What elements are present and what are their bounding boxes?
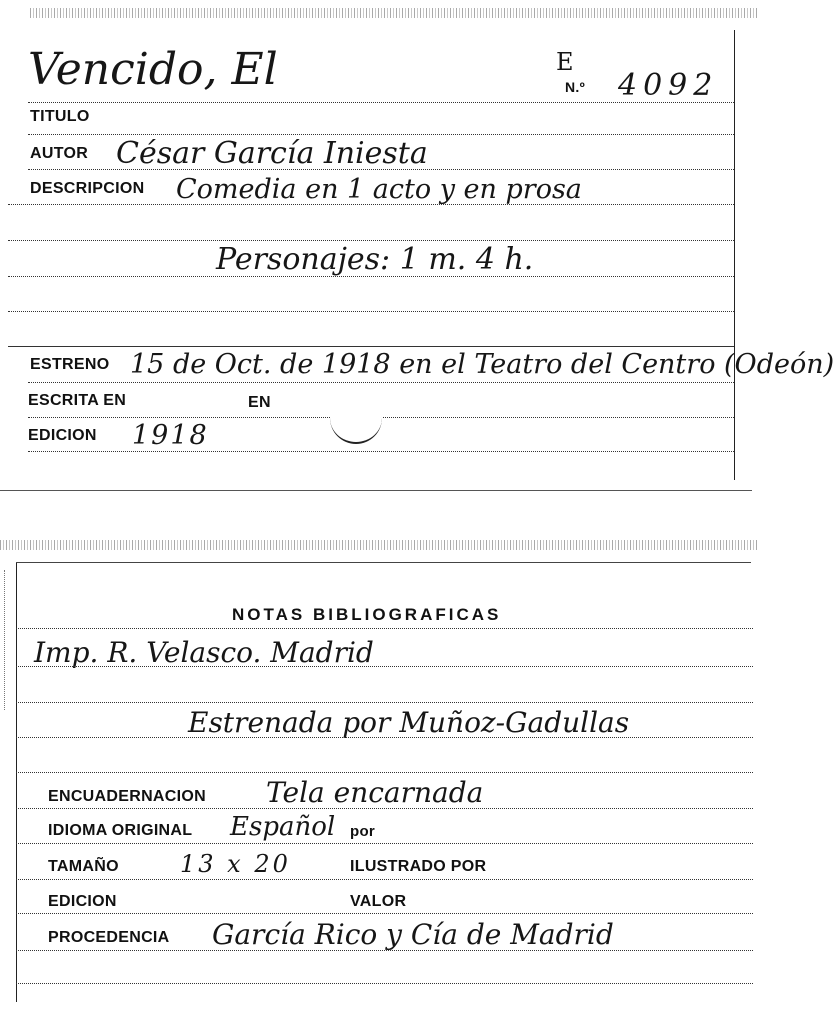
rule-back-top [16, 562, 751, 563]
edicion-back-label: EDICION [48, 893, 117, 910]
rule-blank-1 [8, 240, 734, 241]
rule-estreno [28, 382, 734, 383]
edicion-label: EDICION [28, 427, 97, 444]
escrita-label: ESCRITA EN [28, 392, 127, 409]
edicion-value: 1918 [132, 420, 209, 451]
card-bottom-edge [0, 490, 752, 491]
valor-label: VALOR [350, 893, 407, 910]
rule-idioma [16, 843, 753, 844]
card-top-edge-back [0, 540, 759, 550]
card-left-stipple [4, 570, 5, 710]
rule-blank-2 [8, 311, 734, 312]
tamano-value: 13 x 20 [180, 850, 291, 878]
number-prefix: E [556, 48, 574, 76]
procedencia-value: García Rico y Cía de Madrid [212, 918, 614, 951]
rule-blank-3 [8, 346, 734, 347]
estreno-label: ESTRENO [30, 356, 110, 373]
notas-heading: NOTAS BIBLIOGRAFICAS [232, 605, 502, 624]
card-top-edge [30, 8, 759, 18]
autor-value: César García Iniesta [116, 136, 428, 171]
number-value: 4092 [618, 68, 719, 103]
number-label: N.º [565, 79, 586, 95]
rule-title [28, 102, 734, 103]
descripcion-value: Comedia en 1 acto y en prosa [176, 174, 582, 205]
rule-heading [16, 628, 753, 629]
estreno-value: 15 de Oct. de 1918 en el Teatro del Centro (Odeón) [130, 349, 834, 380]
rule-descripcion [8, 204, 734, 205]
titulo-label: TITULO [30, 108, 90, 125]
rule-titulo [28, 134, 734, 135]
idioma-label: IDIOMA ORIGINAL [48, 822, 193, 839]
encuadernacion-label: ENCUADERNACION [48, 788, 206, 805]
rule-blank-back-2 [16, 772, 753, 773]
ilustrado-label: ILUSTRADO POR [350, 858, 487, 875]
rule-autor [28, 169, 734, 170]
tamano-label: TAMAÑO [48, 858, 119, 875]
rule-personajes [8, 276, 734, 277]
idioma-value: Español [230, 812, 336, 842]
imprenta-value: Imp. R. Velasco. Madrid [34, 636, 374, 669]
por-label: por [350, 823, 376, 840]
estrenada-value: Estrenada por Muñoz-Gadullas [188, 706, 630, 739]
en-label: EN [248, 394, 271, 411]
rule-edicion [28, 451, 734, 452]
procedencia-label: PROCEDENCIA [48, 929, 170, 946]
card-right-border [734, 30, 735, 480]
title-value: Vencido, El [28, 44, 278, 95]
descripcion-label: DESCRIPCION [30, 180, 145, 197]
rule-edicion-back [16, 913, 753, 914]
catalog-card-front [0, 0, 834, 495]
rule-blank-back-1 [16, 702, 753, 703]
rule-blank-back-3 [16, 983, 753, 984]
personajes-value: Personajes: 1 m. 4 h. [216, 242, 534, 277]
rule-procedencia [16, 950, 753, 951]
rule-encuadernacion [16, 808, 753, 809]
rule-tamano [16, 879, 753, 880]
catalog-card-back [0, 540, 759, 1028]
rule-imprenta [16, 666, 753, 667]
rule-estrenada [16, 737, 753, 738]
ink-blot-mark [330, 392, 382, 444]
autor-label: AUTOR [30, 145, 89, 162]
encuadernacion-value: Tela encarnada [266, 776, 484, 809]
